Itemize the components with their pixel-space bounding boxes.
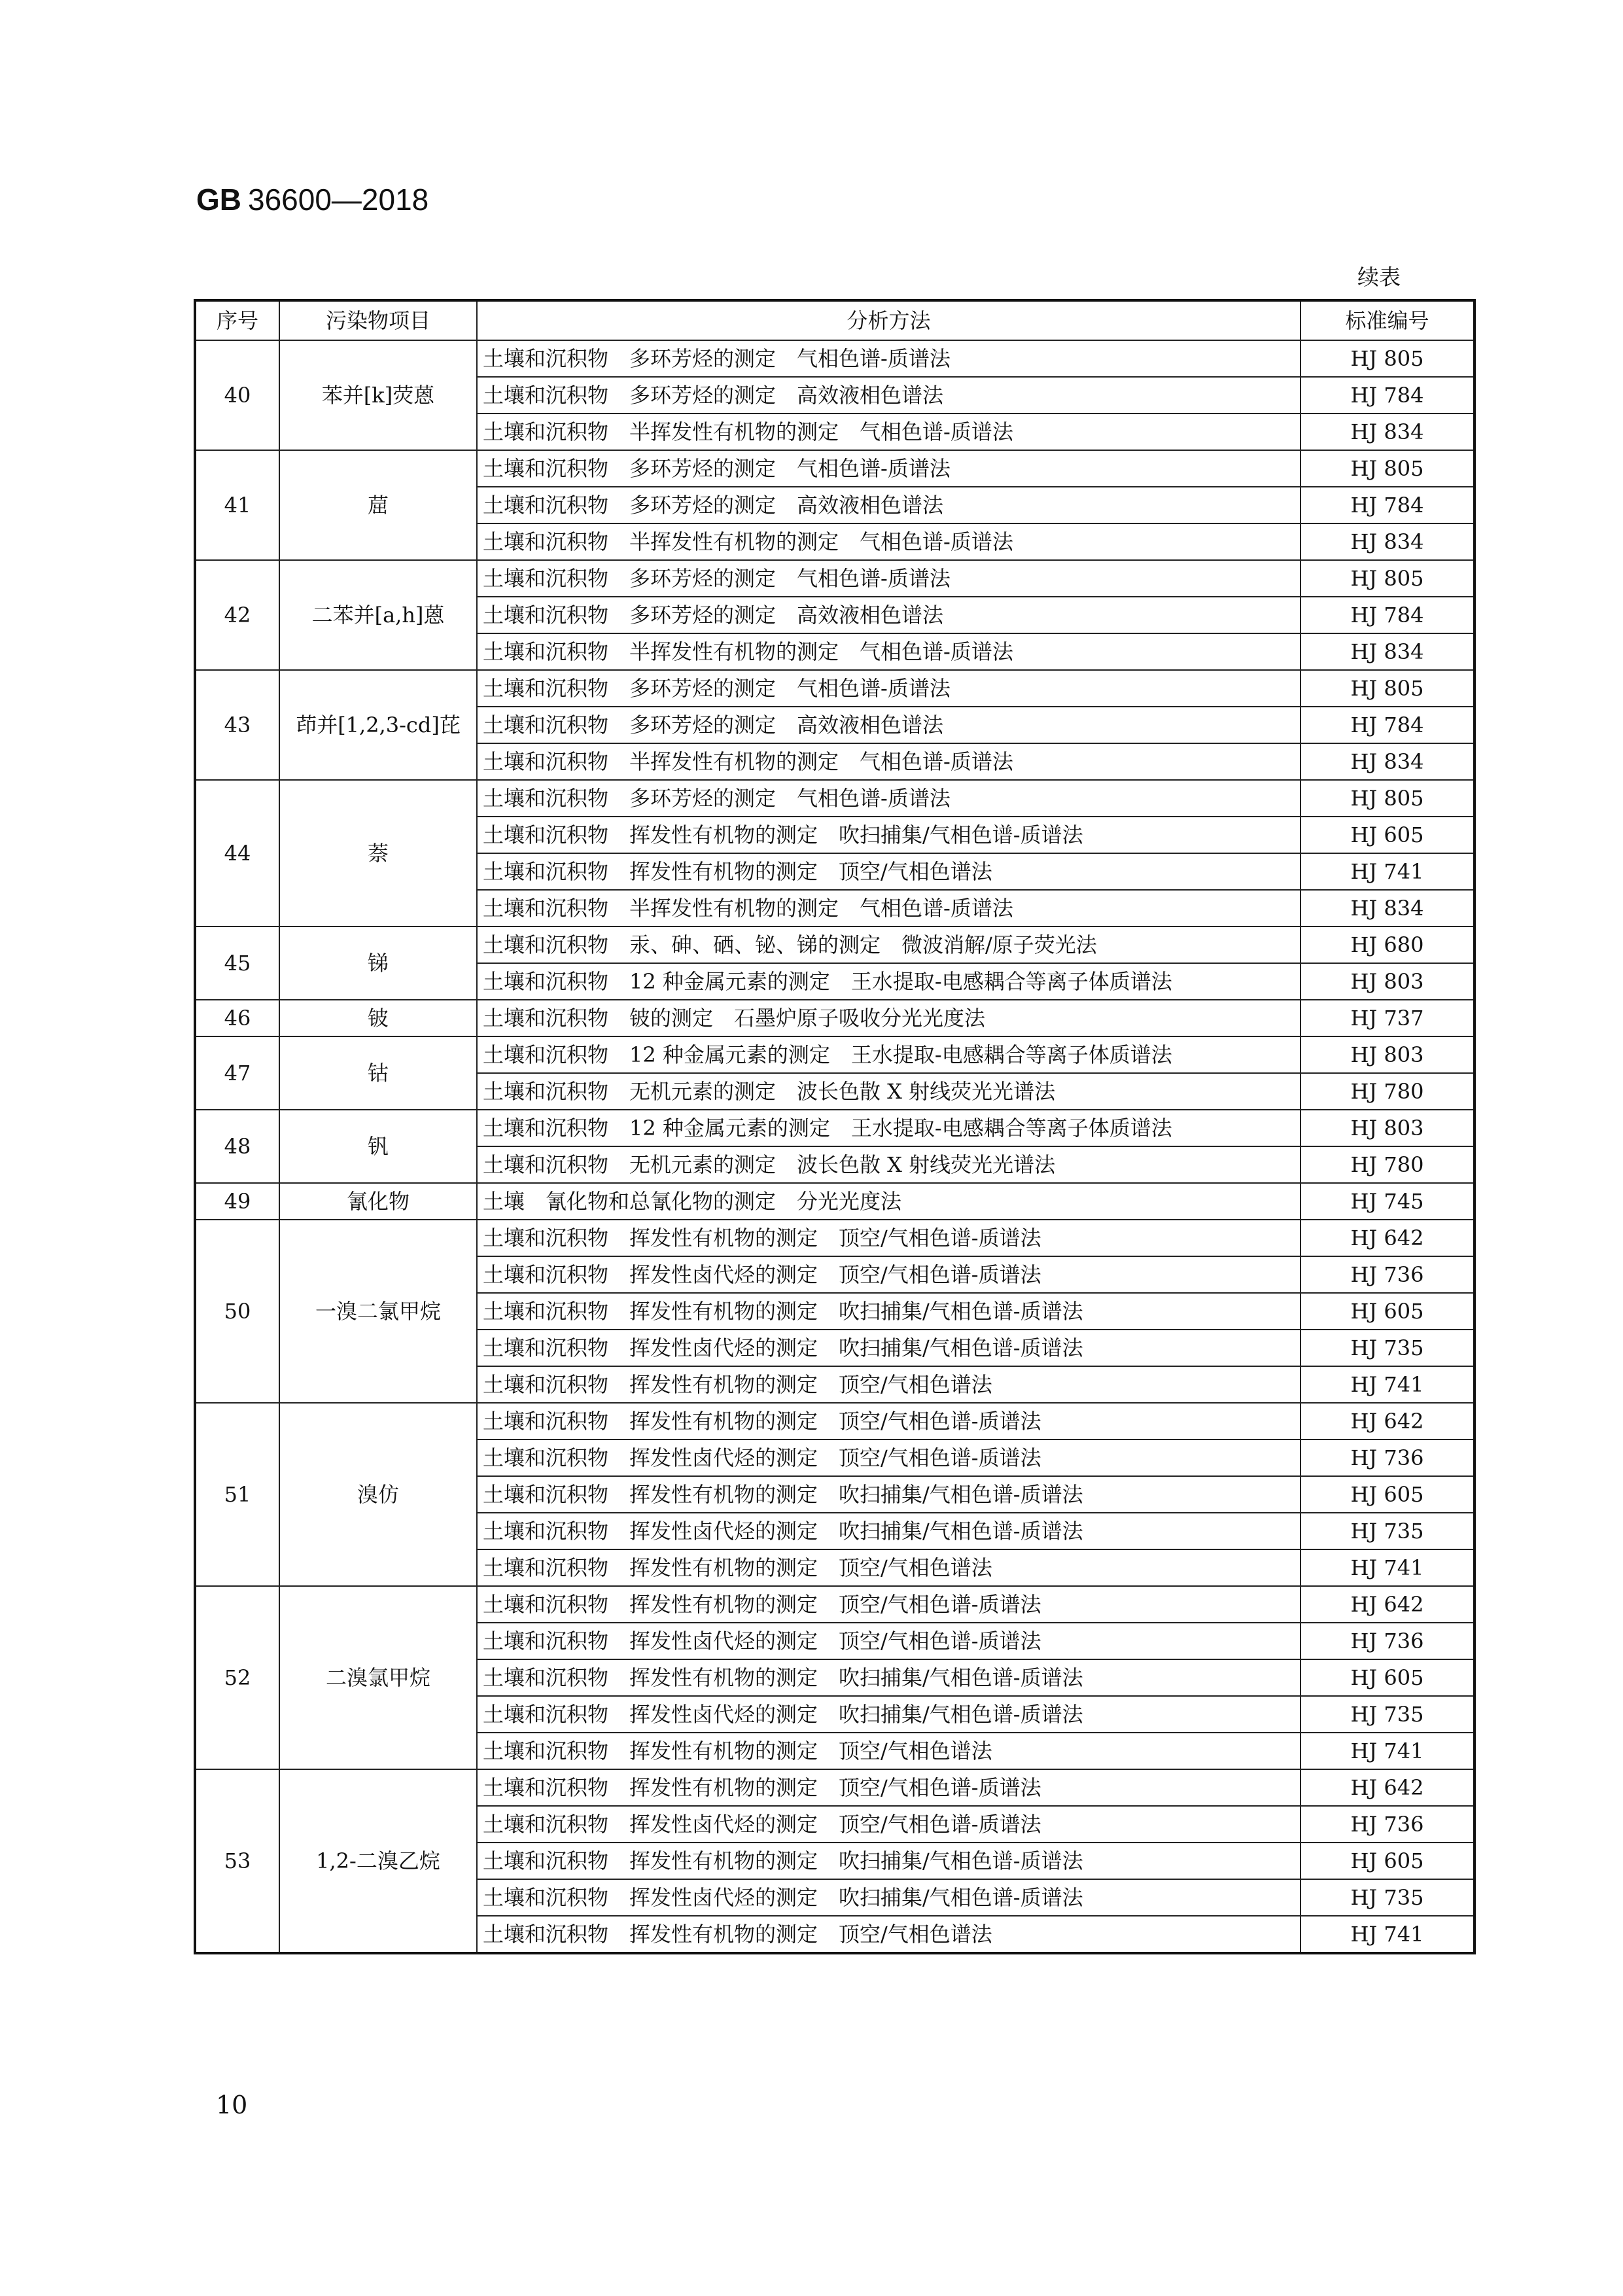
analysis-method: 土壤和沉积物 挥发性卤代烃的测定 顶空/气相色谱-质谱法 [477,1623,1300,1659]
standard-code: HJ 642 [1300,1769,1475,1806]
table-row [195,1769,1475,1806]
standard-code: HJ 736 [1300,1806,1475,1843]
analysis-method: 土壤和沉积物 半挥发性有机物的测定 气相色谱-质谱法 [477,414,1300,450]
analysis-method: 土壤和沉积物 12 种金属元素的测定 王水提取-电感耦合等离子体质谱法 [477,1110,1300,1146]
analysis-method: 土壤和沉积物 无机元素的测定 波长色散 X 射线荧光光谱法 [477,1146,1300,1183]
row-number: 50 [195,1220,279,1403]
analysis-method: 土壤和沉积物 汞、砷、硒、铋、锑的测定 微波消解/原子荧光法 [477,927,1300,963]
row-number: 40 [195,340,279,450]
pollutant-item: 锑 [279,927,477,1000]
pollutant-item: 钒 [279,1110,477,1183]
standard-code: HJ 736 [1300,1439,1475,1476]
standard-code: HJ 735 [1300,1879,1475,1916]
analysis-method: 土壤和沉积物 挥发性有机物的测定 顶空/气相色谱法 [477,1733,1300,1769]
standard-code: HJ 605 [1300,1293,1475,1330]
standard-code: HJ 680 [1300,927,1475,963]
analysis-methods-table [194,299,1476,1954]
analysis-method: 土壤和沉积物 多环芳烃的测定 高效液相色谱法 [477,707,1300,743]
standard-code: HJ 605 [1300,1659,1475,1696]
standard-code: HJ 735 [1300,1513,1475,1549]
table-row [195,450,1475,487]
analysis-method: 土壤和沉积物 多环芳烃的测定 高效液相色谱法 [477,377,1300,414]
analysis-method: 土壤和沉积物 挥发性有机物的测定 顶空/气相色谱-质谱法 [477,1769,1300,1806]
table-body [195,340,1475,1953]
pollutant-item: 钴 [279,1036,477,1110]
analysis-method: 土壤和沉积物 12 种金属元素的测定 王水提取-电感耦合等离子体质谱法 [477,1036,1300,1073]
analysis-method: 土壤和沉积物 挥发性卤代烃的测定 吹扫捕集/气相色谱-质谱法 [477,1330,1300,1366]
analysis-method: 土壤和沉积物 挥发性有机物的测定 吹扫捕集/气相色谱-质谱法 [477,1659,1300,1696]
analysis-method: 土壤和沉积物 半挥发性有机物的测定 气相色谱-质谱法 [477,633,1300,670]
standard-code: HJ 741 [1300,1733,1475,1769]
standard-code: HJ 834 [1300,523,1475,560]
pollutant-item: 萘 [279,780,477,927]
table-row [195,1220,1475,1256]
row-number: 42 [195,560,279,670]
standard-code: HJ 834 [1300,414,1475,450]
row-number: 41 [195,450,279,560]
standard-code: HJ 805 [1300,340,1475,377]
standard-code: HJ 784 [1300,487,1475,523]
standard-code: HJ 784 [1300,707,1475,743]
analysis-method: 土壤和沉积物 挥发性有机物的测定 吹扫捕集/气相色谱-质谱法 [477,1476,1300,1513]
standard-code: HJ 803 [1300,1036,1475,1073]
pollutant-item: 铍 [279,1000,477,1036]
standard-code: HJ 605 [1300,817,1475,853]
standard-code: HJ 784 [1300,597,1475,633]
standard-code: HJ 741 [1300,1549,1475,1586]
analysis-method: 土壤和沉积物 多环芳烃的测定 气相色谱-质谱法 [477,560,1300,597]
standard-code: HJ 735 [1300,1330,1475,1366]
row-number: 47 [195,1036,279,1110]
standard-code: HJ 735 [1300,1696,1475,1733]
pollutant-item: 溴仿 [279,1403,477,1586]
standard-code: HJ 741 [1300,1916,1475,1953]
pollutant-item: 二苯并[a,h]蒽 [279,560,477,670]
analysis-method: 土壤和沉积物 挥发性有机物的测定 顶空/气相色谱-质谱法 [477,1220,1300,1256]
table-row [195,780,1475,817]
analysis-method: 土壤和沉积物 挥发性卤代烃的测定 顶空/气相色谱-质谱法 [477,1806,1300,1843]
standard-code: HJ 642 [1300,1586,1475,1623]
table-row [195,1403,1475,1439]
table-row [195,1110,1475,1146]
table-header-row [195,300,1475,340]
analysis-method: 土壤和沉积物 挥发性有机物的测定 顶空/气相色谱法 [477,853,1300,890]
analysis-method: 土壤和沉积物 挥发性有机物的测定 吹扫捕集/气相色谱-质谱法 [477,817,1300,853]
analysis-method: 土壤和沉积物 多环芳烃的测定 气相色谱-质谱法 [477,780,1300,817]
analysis-method: 土壤和沉积物 多环芳烃的测定 高效液相色谱法 [477,597,1300,633]
standard-code: HJ 803 [1300,963,1475,1000]
analysis-method: 土壤 氰化物和总氰化物的测定 分光光度法 [477,1183,1300,1220]
standard-code: HJ 736 [1300,1623,1475,1659]
analysis-method: 土壤和沉积物 挥发性有机物的测定 顶空/气相色谱法 [477,1916,1300,1953]
standard-code: HJ 605 [1300,1476,1475,1513]
standard-code: HJ 805 [1300,780,1475,817]
analysis-method: 土壤和沉积物 挥发性卤代烃的测定 顶空/气相色谱-质谱法 [477,1256,1300,1293]
row-number: 51 [195,1403,279,1586]
row-number: 43 [195,670,279,780]
column-header-no: 序号 [195,300,279,340]
table-row [195,1036,1475,1073]
row-number: 44 [195,780,279,927]
row-number: 53 [195,1769,279,1953]
standard-code: HJ 805 [1300,560,1475,597]
column-header-method: 分析方法 [477,300,1300,340]
pollutant-item: 茚并[1,2,3-cd]芘 [279,670,477,780]
analysis-method: 土壤和沉积物 挥发性卤代烃的测定 吹扫捕集/气相色谱-质谱法 [477,1696,1300,1733]
pollutant-item: 二溴氯甲烷 [279,1586,477,1769]
row-number: 49 [195,1183,279,1220]
analysis-method: 土壤和沉积物 挥发性卤代烃的测定 吹扫捕集/气相色谱-质谱法 [477,1879,1300,1916]
analysis-method: 土壤和沉积物 半挥发性有机物的测定 气相色谱-质谱法 [477,890,1300,927]
row-number: 45 [195,927,279,1000]
analysis-method: 土壤和沉积物 无机元素的测定 波长色散 X 射线荧光光谱法 [477,1073,1300,1110]
analysis-method: 土壤和沉积物 半挥发性有机物的测定 气相色谱-质谱法 [477,743,1300,780]
standard-code: HJ 741 [1300,853,1475,890]
table-row [195,560,1475,597]
standard-code: HJ 780 [1300,1146,1475,1183]
row-number: 52 [195,1586,279,1769]
pollutant-item: 一溴二氯甲烷 [279,1220,477,1403]
analysis-method: 土壤和沉积物 多环芳烃的测定 气相色谱-质谱法 [477,340,1300,377]
page-number: 10 [216,2091,248,2119]
analysis-method: 土壤和沉积物 挥发性卤代烃的测定 顶空/气相色谱-质谱法 [477,1439,1300,1476]
analysis-method: 土壤和沉积物 半挥发性有机物的测定 气相色谱-质谱法 [477,523,1300,560]
standard-code: HJ 834 [1300,743,1475,780]
table-row [195,1586,1475,1623]
table-row [195,927,1475,963]
standard-code: HJ 834 [1300,890,1475,927]
standard-code: HJ 780 [1300,1073,1475,1110]
table-row [195,670,1475,707]
table-row [195,340,1475,377]
standard-header [196,182,428,217]
pollutant-item: 䓛 [279,450,477,560]
analysis-method: 土壤和沉积物 挥发性有机物的测定 顶空/气相色谱-质谱法 [477,1403,1300,1439]
column-header-code: 标准编号 [1300,300,1475,340]
analysis-method: 土壤和沉积物 挥发性卤代烃的测定 吹扫捕集/气相色谱-质谱法 [477,1513,1300,1549]
analysis-method: 土壤和沉积物 挥发性有机物的测定 吹扫捕集/气相色谱-质谱法 [477,1843,1300,1879]
standard-code: HJ 642 [1300,1403,1475,1439]
column-header-item: 污染物项目 [279,300,477,340]
standard-code: HJ 745 [1300,1183,1475,1220]
row-number: 48 [195,1110,279,1183]
analysis-method: 土壤和沉积物 挥发性有机物的测定 吹扫捕集/气相色谱-质谱法 [477,1293,1300,1330]
analysis-method: 土壤和沉积物 铍的测定 石墨炉原子吸收分光光度法 [477,1000,1300,1036]
standard-prefix: GB [196,183,241,217]
standard-code: HJ 803 [1300,1110,1475,1146]
table-row [195,1000,1475,1036]
standard-number: 36600—2018 [248,183,429,217]
standard-code: HJ 741 [1300,1366,1475,1403]
pollutant-item: 氰化物 [279,1183,477,1220]
standard-code: HJ 737 [1300,1000,1475,1036]
continued-label: 续表 [1357,264,1401,290]
standard-code: HJ 605 [1300,1843,1475,1879]
analysis-method: 土壤和沉积物 多环芳烃的测定 高效液相色谱法 [477,487,1300,523]
row-number: 46 [195,1000,279,1036]
analysis-method: 土壤和沉积物 多环芳烃的测定 气相色谱-质谱法 [477,450,1300,487]
standard-code: HJ 736 [1300,1256,1475,1293]
pollutant-item: 苯并[k]荧蒽 [279,340,477,450]
standard-code: HJ 834 [1300,633,1475,670]
standard-code: HJ 784 [1300,377,1475,414]
analysis-method: 土壤和沉积物 多环芳烃的测定 气相色谱-质谱法 [477,670,1300,707]
table-row [195,1183,1475,1220]
pollutant-item: 1,2-二溴乙烷 [279,1769,477,1953]
analysis-method: 土壤和沉积物 12 种金属元素的测定 王水提取-电感耦合等离子体质谱法 [477,963,1300,1000]
standard-code: HJ 805 [1300,670,1475,707]
standard-code: HJ 805 [1300,450,1475,487]
analysis-method: 土壤和沉积物 挥发性有机物的测定 顶空/气相色谱法 [477,1549,1300,1586]
analysis-method: 土壤和沉积物 挥发性有机物的测定 顶空/气相色谱-质谱法 [477,1586,1300,1623]
analysis-method: 土壤和沉积物 挥发性有机物的测定 顶空/气相色谱法 [477,1366,1300,1403]
standard-code: HJ 642 [1300,1220,1475,1256]
